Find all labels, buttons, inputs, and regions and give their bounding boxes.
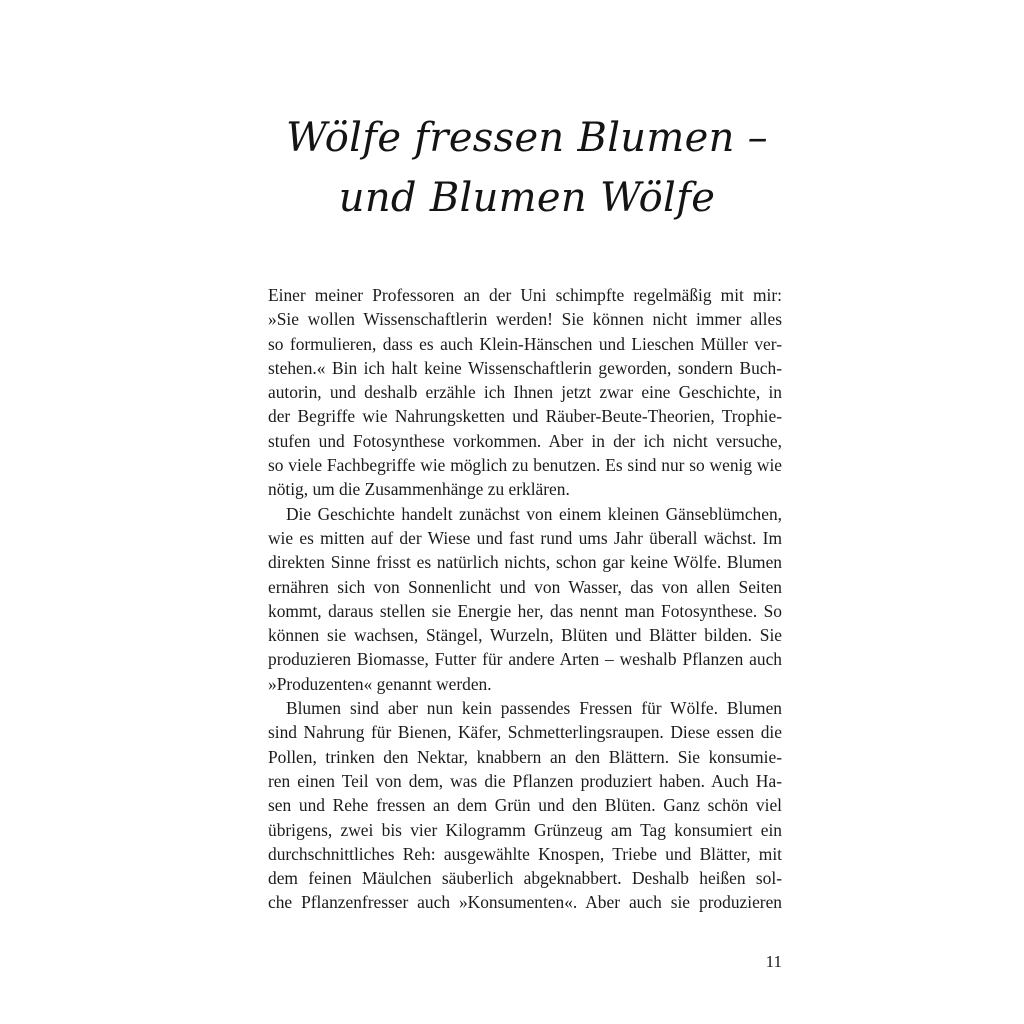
chapter-title [270, 108, 784, 228]
text-line: können sie wachsen, Stängel, Wurzeln, Blüten und Blätter bilden. Sie [268, 625, 782, 646]
text-line: übrigens, zwei bis vier Kilogramm Grünzeug am Tag konsumiert ein [268, 819, 782, 840]
chapter-body [268, 283, 782, 915]
text-line: durchschnittliches Reh: ausgewählte Knospen, Triebe und Blätter, mit [268, 843, 782, 864]
text-line: ren einen Teil von dem, was die Pflanzen produziert haben. Auch Ha- [268, 770, 782, 791]
text-line: »Sie wollen Wissenschaftlerin werden! Sie können nicht immer alles [268, 309, 782, 330]
text-line: nötig, um die Zusammenhänge zu erklären. [268, 479, 570, 500]
text-line: che Pflanzenfresser auch »Konsumenten«. Aber auch sie produzieren [268, 892, 782, 913]
text-line: so formulieren, dass es auch Klein-Hänschen und Lieschen Müller ver- [268, 333, 782, 354]
text-line: Die Geschichte handelt zunächst von einem kleinen Gänseblümchen, [286, 503, 782, 524]
text-line: »Produzenten« genannt werden. [268, 673, 492, 694]
text-line: sen und Rehe fressen an dem Grün und den Blüten. Ganz schön viel [268, 795, 782, 816]
text-line: kommt, daraus stellen sie Energie her, das nennt man Fotosynthese. So [268, 600, 782, 621]
text-line: stufen und Fotosynthese vorkommen. Aber in der ich nicht versuche, [268, 430, 782, 451]
text-line: dem feinen Mäulchen säuberlich abgeknabbert. Deshalb heißen sol- [268, 868, 782, 889]
text-line: so viele Fachbegriffe wie möglich zu benutzen. Es sind nur so wenig wie [268, 455, 782, 476]
text-line: autorin, und deshalb erzähle ich Ihnen jetzt zwar eine Geschichte, in [268, 382, 782, 403]
text-line: stehen.« Bin ich halt keine Wissenschaftlerin geworden, sondern Buch- [268, 357, 782, 378]
text-line: der Begriffe wie Nahrungsketten und Räuber-Beute-Theorien, Trophie- [268, 406, 782, 427]
text-line: ernähren sich von Sonnenlicht und von Wasser, das von allen Seiten [268, 576, 782, 597]
page-number: 11 [765, 952, 782, 971]
text-line: wie es mitten auf der Wiese und fast rund ums Jahr überall wächst. Im [268, 527, 782, 548]
text-line: Einer meiner Professoren an der Uni schimpfte regelmäßig mit mir: [268, 285, 782, 305]
text-line: Blumen sind aber nun kein passendes Fressen für Wölfe. Blumen [286, 698, 782, 719]
text-line: Pollen, trinken den Nektar, knabbern an den Blättern. Sie konsumie- [268, 746, 782, 767]
text-line: direkten Sinne frisst es natürlich nichts, schon gar keine Wölfe. Blumen [268, 552, 782, 573]
text-line: sind Nahrung für Bienen, Käfer, Schmetterlingsraupen. Diese essen die [268, 722, 782, 743]
chapter-title-line: und Blumen Wölfe [338, 175, 716, 221]
text-line: produzieren Biomasse, Futter für andere Arten – weshalb Pflanzen auch [268, 649, 782, 670]
chapter-title-line: Wölfe fressen Blumen – [286, 115, 768, 161]
